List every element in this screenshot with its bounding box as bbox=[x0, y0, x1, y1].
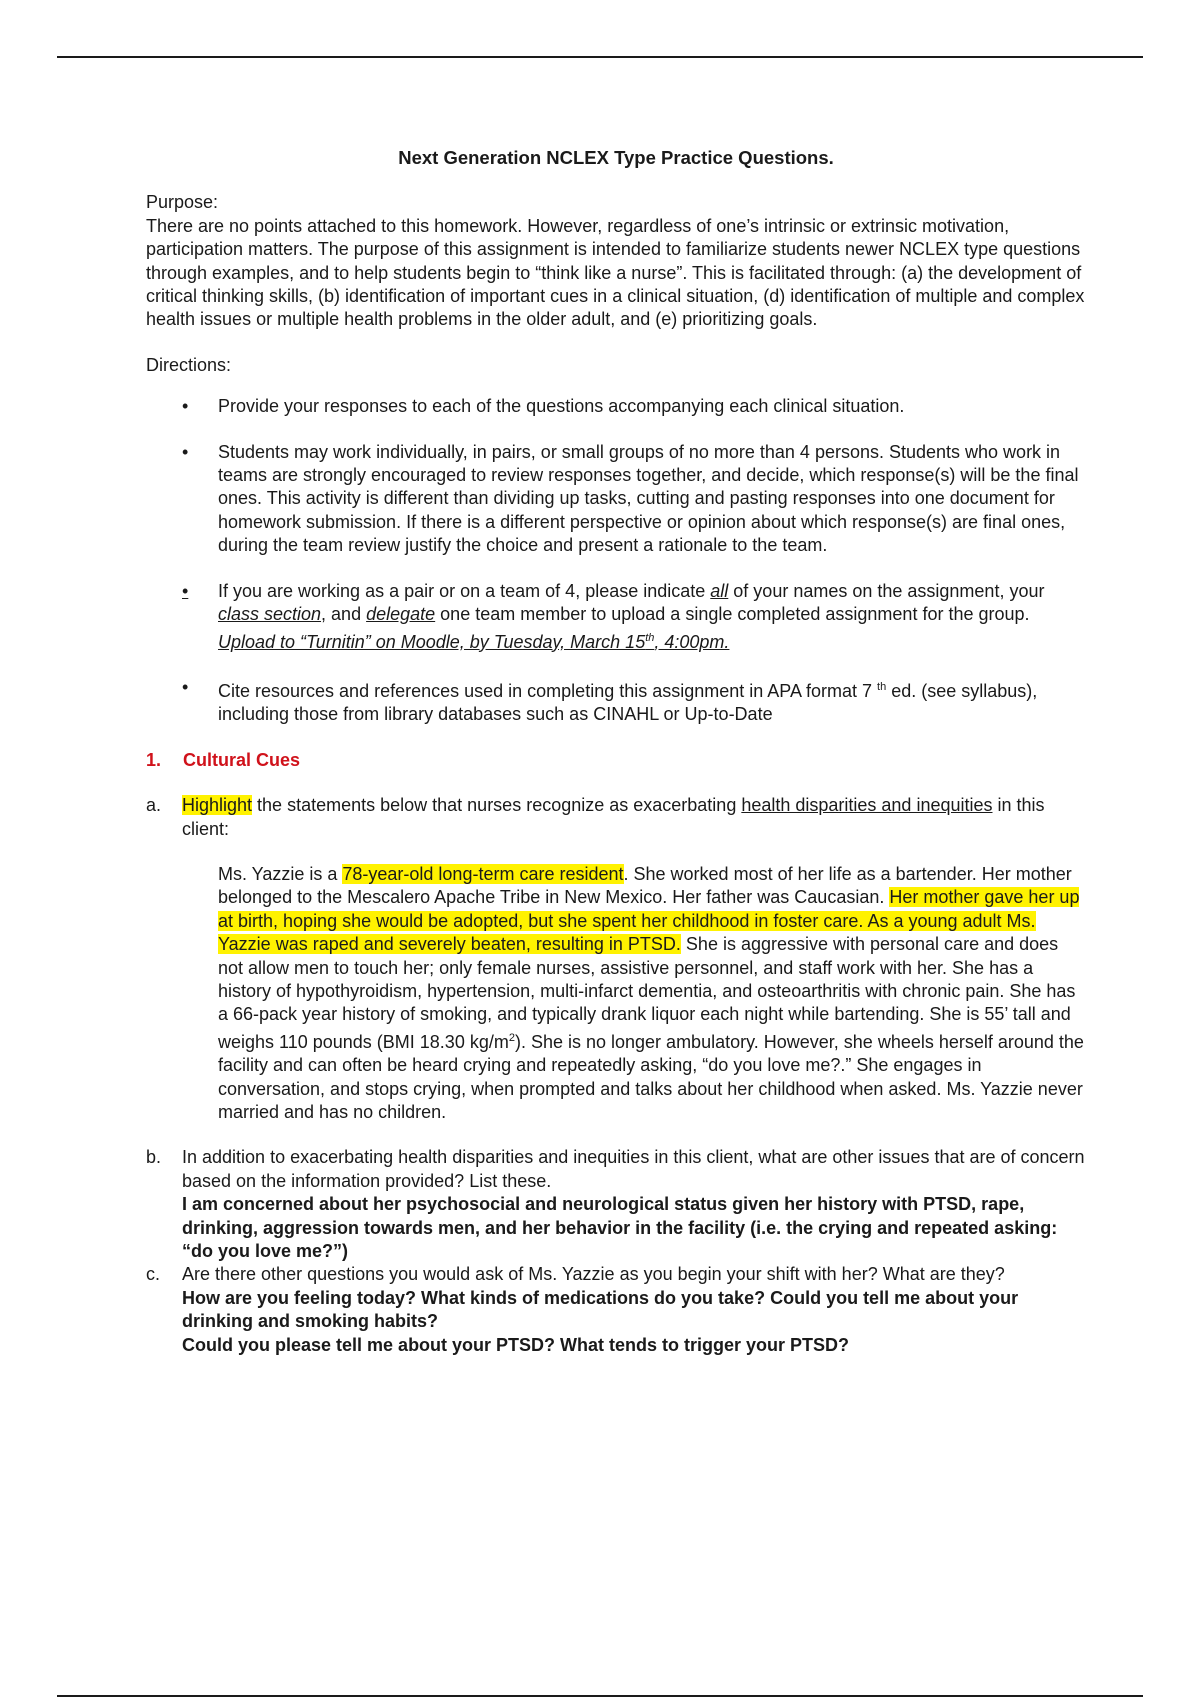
question-c bbox=[146, 1263, 1086, 1357]
bullet-text: Students may work individually, in pairs, or small groups of no more than 4 persons. Students who work in teams are strongly encouraged to review responses together, and decide, which response(s) will be the final ones. This activity is different than dividing up tasks, cutting and pasting responses into one document for homework submission. If there is a different perspective or opinion about which response(s) are final ones, during the team review justify the choice and present a rationale to the team. bbox=[218, 441, 1079, 556]
bullet-text: Provide your responses to each of the questions accompanying each clinical situation. bbox=[218, 396, 905, 417]
bullet-text: If you are working as a pair or on a team of 4, please indicate all of your names on the assignment, your class section, and delegate one team member to upload a single completed assignment for the group. Upload to “Turnitin” on Moodle, by Tuesday, March 15th, 4:00pm. bbox=[218, 580, 1045, 652]
bullet-text: Cite resources and references used in completing this assignment in APA format 7 $^{th}$ ed. (see syllabus), including those from library databases such as CINAHL or Up-to-Date bbox=[218, 680, 1038, 725]
clinical-scenario: Ms. Yazzie is a 78-year-old long-term care resident. She worked most of her life as a bartender. Her mother belonged to the Mescalero Apache Tribe in New Mexico. Her father was Caucasian. Her mother gave her up at birth, hoping she would be adopted, but she spent her childhood in foster care. As a young adult Ms. Yazzie was raped and severely beaten, resulting in PTSD. She is aggressive with personal care and does not allow men to touch her; only female nurses, assistive personnel, and staff work with her. She has a history of hypothyroidism, hypertension, multi-infarct dementia, and osteoarthritis with chronic pain. She has a 66-pack year history of smoking, and typically drank liquor each night while bartending. She is 55’ tall and weighs 110 pounds (BMI 18.30 $kg/m^2$). She is no longer ambulatory. However, she wheels herself around the facility and can often be heard crying and repeatedly asking, “do you love me?.” She engages in conversation, and stops crying, when prompted and talks about her childhood when asked. Ms. Yazzie never married and has no children. bbox=[218, 863, 1084, 1122]
directions-label: Directions: bbox=[146, 354, 232, 375]
question-a: a. Highlight the statements below that nurses recognize as exacerbating health disparities and inequities in this client: bbox=[146, 795, 1045, 839]
highlighted-statement: 78-year-old long-term care resident bbox=[342, 863, 624, 884]
question-letter: a. bbox=[146, 795, 162, 816]
underlined-phrase: health disparities and inequities bbox=[741, 795, 993, 816]
header-rule bbox=[57, 56, 1143, 58]
list-item bbox=[146, 441, 1086, 558]
upload-deadline: Upload to “Turnitin” on Moodle, by Tuesday, March 15th, 4:00pm. bbox=[218, 631, 730, 652]
section-title: Cultural Cues bbox=[183, 749, 301, 770]
question-text: Are there other questions you would ask of Ms. Yazzie as you begin your shift with her? What are they? bbox=[182, 1264, 1005, 1285]
question-b bbox=[146, 1146, 1086, 1263]
list-item bbox=[146, 676, 1086, 727]
section-number: 1. bbox=[146, 749, 162, 770]
list-item bbox=[146, 580, 1086, 654]
footer-rule bbox=[57, 1695, 1143, 1697]
emphasis-delegate: delegate bbox=[366, 604, 436, 625]
question-letter: b. bbox=[146, 1147, 162, 1168]
bullet-icon: • bbox=[182, 676, 189, 697]
section-heading bbox=[146, 749, 1086, 772]
answer-text: Could you please tell me about your PTSD? What tends to trigger your PTSD? bbox=[182, 1334, 850, 1355]
highlight-word: Highlight bbox=[182, 795, 253, 816]
emphasis-class-section: class section bbox=[218, 604, 322, 625]
purpose-label: Purpose: bbox=[146, 192, 219, 213]
bullet-icon: • bbox=[182, 580, 189, 601]
bullet-icon: • bbox=[182, 441, 189, 462]
highlighted-statement: Her mother gave her up at birth, hoping she would be adopted, but she spent her childhood in foster care. As a young adult Ms. Yazzie was raped and severely beaten, resulting in PTSD. bbox=[218, 887, 1080, 955]
directions-list bbox=[146, 395, 1086, 726]
emphasis-all: all bbox=[710, 580, 729, 601]
answer-text: How are you feeling today? What kinds of medications do you take? Could you tell me about your drinking and smoking habits? bbox=[182, 1287, 1019, 1332]
list-item bbox=[146, 395, 1086, 418]
question-text: In addition to exacerbating health disparities and inequities in this client, what are other issues that are of concern based on the information provided? List these. bbox=[182, 1147, 1085, 1191]
page-title: Next Generation NCLEX Type Practice Questions. bbox=[398, 147, 834, 168]
answer-text: I am concerned about her psychosocial and neurological status given her history with PTSD, rape, drinking, aggression towards men, and her behavior in the facility (i.e. the crying and repeated asking: “do you love me?”) bbox=[182, 1194, 1058, 1262]
document-page bbox=[146, 140, 1086, 1357]
bullet-icon: • bbox=[182, 396, 189, 417]
purpose-text: There are no points attached to this homework. However, regardless of one’s intrinsic or extrinsic motivation, participation matters. The purpose of this assignment is intended to familiarize students newer NCLEX type questions through examples, and to help students begin to “think like a nurse”. This is facilitated through: (a) the development of critical thinking skills, (b) identification of important cues in a clinical situation, (d) identification of multiple and complex health issues or multiple health problems in the older adult, and (e) prioritizing goals. bbox=[146, 215, 1085, 330]
question-letter: c. bbox=[146, 1264, 161, 1285]
